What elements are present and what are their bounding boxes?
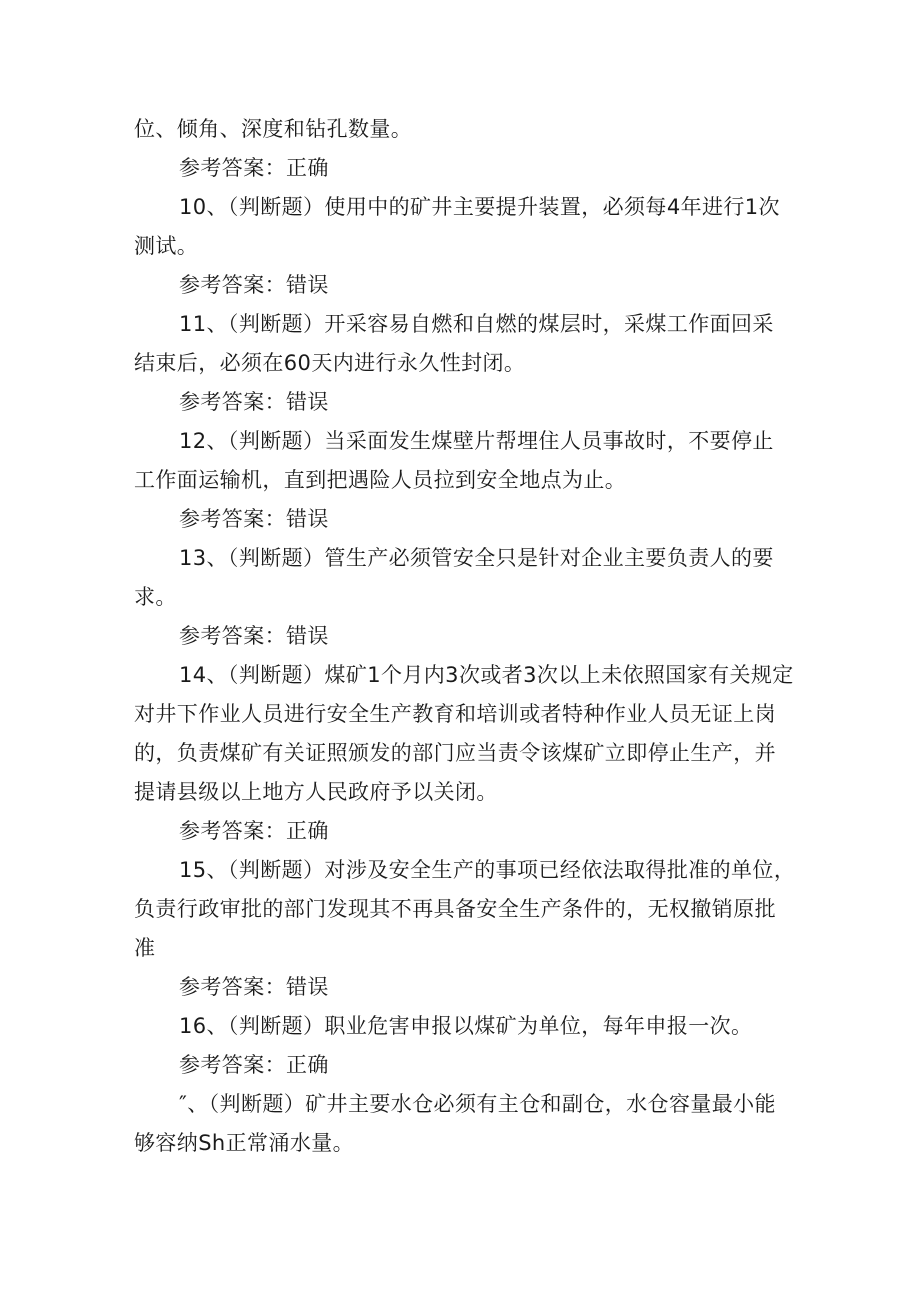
answer-line: 参考答案：错误 — [179, 975, 329, 999]
question-line: 13、（判断题）管生产必须管安全只是针对企业主要负责人的要 — [179, 546, 774, 570]
answer-line: 参考答案：错误 — [179, 273, 329, 297]
text-line: 求。 — [134, 585, 177, 609]
question-line: 10、（判断题）使用中的矿井主要提升装置，必须每4年进行1次 — [179, 195, 780, 219]
text-line: 负责行政审批的部门发现其不再具备安全生产条件的，无权撤销原批 — [134, 897, 776, 921]
text-line: 位、倾角、深度和钻孔数量。 — [134, 117, 413, 141]
text-line: 测试。 — [134, 234, 199, 258]
text-line: 准 — [134, 936, 156, 960]
question-line: 14、（判断题）煤矿1个月内3次或者3次以上未依照国家有关规定 — [179, 663, 794, 687]
answer-line: 参考答案：错误 — [179, 507, 329, 531]
answer-line: 参考答案：正确 — [179, 819, 329, 843]
question-line: 11、（判断题）开采容易自燃和自燃的煤层时，采煤工作面回采 — [179, 312, 774, 336]
answer-line: 参考答案：正确 — [179, 1053, 329, 1077]
answer-line: 参考答案：正确 — [179, 156, 329, 180]
text-line: 工作面运输机，直到把遇险人员拉到安全地点为止。 — [134, 468, 627, 492]
text-line: 结束后，必须在60天内进行永久性封闭。 — [134, 351, 526, 375]
answer-line: 参考答案：错误 — [179, 390, 329, 414]
document-body — [134, 110, 794, 1163]
question-line: 12、（判断题）当采面发生煤壁片帮埋住人员事故时，不要停止 — [179, 429, 774, 453]
question-line: ″、（判断题）矿井主要水仓必须有主仓和副仓，水仓容量最小能 — [179, 1092, 776, 1116]
text-line: 够容纳Sh正常涌水量。 — [134, 1131, 355, 1155]
text-line: 对井下作业人员进行安全生产教育和培训或者特种作业人员无证上岗 — [134, 702, 776, 726]
answer-line: 参考答案：错误 — [179, 624, 329, 648]
text-line: 的，负责煤矿有关证照颁发的部门应当责令该煤矿立即停止生产，并 — [134, 741, 776, 765]
text-line: 提请县级以上地方人民政府予以关闭。 — [134, 780, 498, 804]
question-line: 16、（判断题）职业危害申报以煤矿为单位，每年申报一次。 — [179, 1014, 753, 1038]
question-line: 15、（判断题）对涉及安全生产的事项已经依法取得批准的单位， — [179, 858, 796, 882]
